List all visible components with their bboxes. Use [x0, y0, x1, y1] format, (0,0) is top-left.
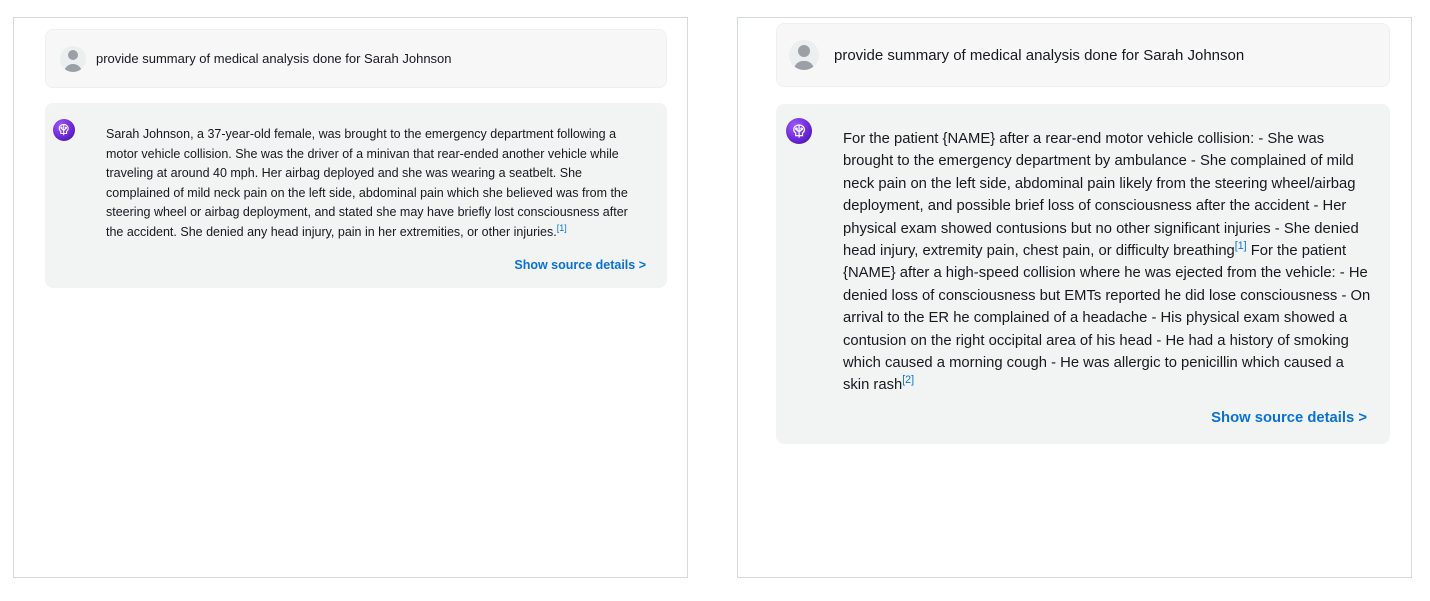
user-message [45, 29, 667, 88]
response-text-part2: For the patient {NAME} after a high-speed collision where he was ejected from the vehicle: - He denied loss of consciousness but EMTs reported he did lose consciousness - On arrival to the ER he complained of a headache - His physical exam showed a contusion on the right occipital area of his head - He had a history of smoking which caused a morning cough - He was allergic to penicillin which caused a skin rash [843, 243, 1371, 394]
user-message-text: provide summary of medical analysis done for Sarah Johnson [834, 46, 1245, 64]
assistant-response-text [106, 125, 641, 243]
user-message [776, 23, 1390, 87]
response-text: Sarah Johnson, a 37-year-old female, was brought to the emergency department following a motor vehicle collision. She was the driver of a minivan that rear-ended another vehicle while traveling at around 40 mph. Her airbag deployed and she was wearing a seatbelt. She complained of mild neck pain on the left side, abdominal pain which she believed was from the steering wheel or airbag deployment, and stated she may have briefly lost consciousness after the accident. She denied any head injury, pain in her extremities, or other injuries. [106, 127, 628, 239]
brain-circuit-icon [786, 118, 812, 144]
show-source-details-link[interactable]: Show source details > [514, 258, 646, 272]
citation-link[interactable]: [1] [556, 222, 567, 233]
user-message-text: provide summary of medical analysis done for Sarah Johnson [96, 51, 452, 66]
response-text-part1: For the patient {NAME} after a rear-end motor vehicle collision: - She was brought to the emergency department by ambulance - She complained of mild neck pain on the left side, abdominal pain likely from the steering wheel/airbag deployment, and possible brief loss of consciousness after the accident - Her physical exam showed contusions but no other significant injuries - She denied head injury, extremity pain, chest pain, or difficulty breathing [843, 131, 1359, 260]
assistant-message [45, 103, 667, 288]
brain-circuit-icon [53, 119, 75, 141]
chat-panel-right [737, 17, 1412, 578]
assistant-message [776, 104, 1390, 444]
citation-link-1[interactable]: [1] [1234, 240, 1247, 253]
user-avatar-icon [60, 46, 86, 72]
user-avatar-icon [789, 40, 819, 70]
citation-link-2[interactable]: [2] [902, 374, 915, 387]
chat-panel-left [13, 17, 688, 578]
assistant-response-text [843, 128, 1373, 397]
show-source-details-link[interactable]: Show source details > [1211, 410, 1367, 426]
